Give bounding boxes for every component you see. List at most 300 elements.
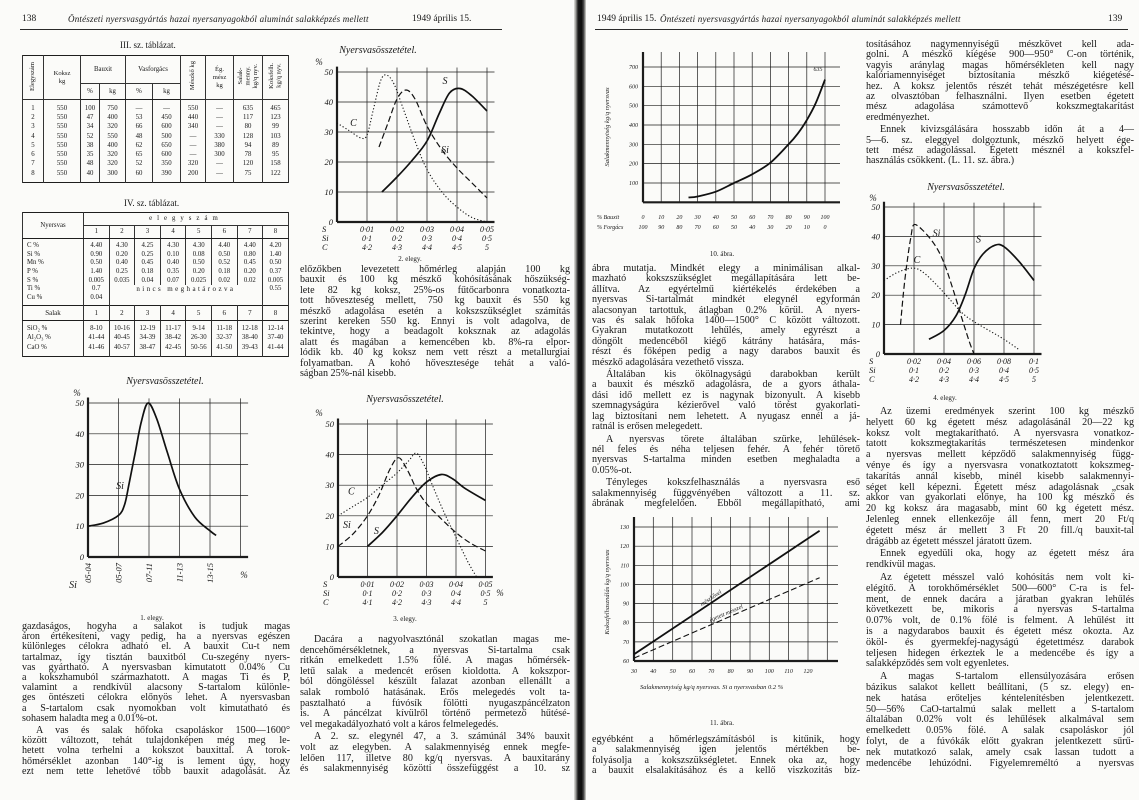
figure-6-chart — [604, 517, 838, 727]
header-elegyszam-label: Elegyszám — [29, 61, 37, 91]
x-tick-label: 90 — [747, 669, 753, 675]
text-line: séget kell képezni. Égetett mész adagolásnak „csak — [866, 481, 1134, 493]
text-line: a bauxit elsalakításához és a kellő viszkozitás biz- — [592, 765, 860, 777]
table-cell: — — [181, 150, 206, 159]
header-salak-label: Salak- menny. kg/q nyv. — [236, 63, 259, 89]
table-cell: 320 — [100, 150, 126, 159]
x-row-label: % Bauxit — [597, 215, 620, 221]
table-cell: 0.50 — [186, 259, 212, 268]
x-tick-label: 50 — [731, 225, 737, 231]
table-cell: 0.55 — [263, 285, 289, 294]
table-cell: 0.08 — [186, 251, 212, 260]
text-line: részt és főképen pedig a nagy darabos bauxit és — [592, 346, 860, 358]
table-cell: 99 — [263, 123, 289, 132]
x-tick-label: 10 — [803, 225, 810, 231]
running-title-left: Öntészeti nyersvasgyártás hazai nyersanyagokból aluminát salakképzés mellett — [68, 14, 369, 24]
x-tick-label: 90 — [803, 215, 810, 221]
table-cell: 550 — [44, 141, 81, 150]
text-line: 0.05%-ot. — [592, 464, 632, 476]
table-cell: 320 — [181, 160, 206, 169]
text-line: pasztalható a fúvósík fölötti nyugaszpáncélzaton — [300, 697, 570, 709]
text-line: lelően 117, illetve 80 kg/q nyersvas. A bauxitarány — [300, 752, 570, 764]
series-2-line — [382, 88, 487, 192]
text-line: ból döngöléssel készült falazat azonban ellenállt a — [300, 676, 570, 688]
table-cell: — — [126, 100, 153, 114]
y-tick-label: 60 — [623, 659, 629, 665]
table-cell: 75 — [234, 169, 263, 183]
text-line: 20 kg koksz ára magasabb, mint 60 kg égetett mész. — [866, 503, 1134, 515]
table-cell: 750 — [100, 100, 126, 114]
table-4-title: IV. sz. táblázat. — [124, 198, 180, 208]
y-tick-label: 10 — [75, 521, 84, 532]
x-tick-label: 4·4 — [422, 243, 432, 252]
text-line: ezt nem tette lehetővé több bauxit adagolását. Az — [22, 765, 290, 777]
x-tick-label: 4·1 — [362, 598, 373, 607]
text-line: medencébe lehúzódni. Figyelemreméltó a nyersvas — [866, 757, 1134, 769]
table-cell: 40 — [81, 169, 100, 183]
column-number: 8 — [263, 226, 289, 239]
x-tick-label: 0·1 — [362, 234, 372, 243]
x-tick-label: 4·2 — [392, 598, 402, 607]
text-line: tartalmaz, így tisztán bauxitból Cu-szegény nyers- — [22, 651, 290, 663]
text-line: kalóriamennyiséget biztosítania mészkő kiégetésé- — [866, 70, 1134, 82]
table-cell: 320 — [100, 160, 126, 169]
table-cell: 550 — [44, 169, 81, 183]
series-label: C — [913, 254, 921, 266]
table-cell: 0.20 — [186, 268, 212, 277]
series-1-line — [338, 458, 486, 551]
text-line: tosításához nagymennyiségű mészkövet kell ada- — [866, 39, 1134, 50]
column-number: 4 — [160, 306, 186, 321]
chart-title: Nyersvasösszetétel. — [927, 182, 1005, 193]
column-number: 3 — [135, 226, 161, 239]
table-cell: 41-50 — [211, 343, 237, 356]
table-cell: 6 — [23, 150, 44, 159]
text-line: drágább az égetett mésszel járatott üzem. — [866, 535, 1032, 547]
x-row-label: Si — [322, 233, 329, 243]
table-cell: 26-30 — [186, 334, 212, 344]
column-number: 4 — [160, 226, 186, 239]
table-cell: 38-42 — [160, 334, 186, 344]
table-cell: 52 — [81, 132, 100, 141]
table-cell: 300 — [206, 150, 234, 159]
table-cell: 11-17 — [160, 321, 186, 334]
table-cell: 53 — [126, 113, 153, 122]
text-line: Ennek egyedüli oka, hogy az égetett mész ára — [880, 548, 1134, 560]
text-line: előzőkben levezetett hőmérleg alapján 100 kg — [300, 264, 570, 275]
text-line: is a nagydarabos bauxit és égetett mész okozta. Az — [866, 625, 1134, 637]
x-tick-label: 0·2 — [939, 366, 949, 375]
table-cell: 38-40 — [237, 334, 263, 344]
text-line: az olvasztóban felhasználni. Ilyen esetben égetett — [866, 91, 1134, 103]
x-tick-label: 4·5 — [452, 243, 462, 252]
header-bauxit-kg: kg — [100, 84, 126, 100]
text-line: A nyersvas törete általában szürke, lehűlések- — [606, 433, 860, 445]
table-cell: 300 — [100, 169, 126, 183]
y-tick-label: 20 — [75, 490, 84, 501]
table-cell: 550 — [44, 160, 81, 169]
table-cell: 7 — [23, 160, 44, 169]
table-cell: 320 — [100, 123, 126, 132]
x-tick-label: 0·3 — [421, 589, 432, 598]
text-line: között változott, tehát tulajdonképen még meg le- — [22, 735, 290, 747]
x-tick-label: 30 — [631, 669, 637, 675]
text-line: akkor van gyakorlati előnye, ha 100 kg mészkő és — [866, 492, 1134, 504]
text-line: vel megakadályozható volt a káros felmelegedés. — [300, 718, 499, 730]
text-line: Általában kis ökölnagyságú darabokban került — [606, 369, 860, 381]
table-cell: 0.40 — [109, 259, 135, 268]
text-line: és salakmennyiség közötti összefüggést a 10. sz — [300, 763, 570, 775]
table-cell: 37-40 — [263, 334, 289, 344]
table-cell: 350 — [153, 160, 181, 169]
text-line: 5—6. sz. eleggyel dolgoztunk, mészkő helyett ége- — [866, 134, 1134, 146]
row-label: Ti % — [23, 285, 84, 294]
figure-caption: 11. ábra. — [709, 719, 735, 727]
table-cell: 0.90 — [84, 251, 110, 260]
table-cell: 10-16 — [109, 321, 135, 334]
text-line: lódik kb. 40 kg koksz nem vett részt a metallurgiai — [300, 347, 570, 359]
table-cell: 0.10 — [160, 251, 186, 260]
column-number: 6 — [211, 306, 237, 321]
x-tick-label: 40 — [650, 669, 657, 675]
row-label: Al₂O₃ % — [23, 334, 84, 344]
table-cell: 32-37 — [211, 334, 237, 344]
x-tick-label: 20 — [785, 225, 792, 231]
table-cell: 340 — [181, 123, 206, 132]
series-label: C — [347, 486, 355, 498]
text-line: Jelenleg ennek ellenkezője áll fenn, mert 20 Ft/q — [866, 513, 1134, 525]
x-axis-unit: % — [496, 588, 504, 598]
table-cell: — — [206, 113, 234, 122]
text-line: hetett volna terhelni a kokszot bauxittal. A torok- — [22, 745, 290, 757]
text-line: szemnagyságúra kézierővel való törést gyakorlati- — [592, 400, 860, 412]
y-tick-label: 50 — [325, 419, 334, 429]
column-number: 1 — [84, 306, 110, 321]
x-tick-label: 0·3 — [422, 234, 432, 243]
text-line: salakképződés sem volt egyenletes. — [866, 658, 1009, 670]
text-line: a kokszhamuból származhatott. A magas Ti és P, — [22, 672, 290, 684]
x-tick-label: 100 — [638, 225, 648, 231]
text-line: letű salak a medencét erősen kioldotta. A kokszpor- — [300, 665, 570, 677]
x-tick-label: 0·03 — [420, 225, 434, 234]
table-cell: 41-46 — [84, 343, 110, 356]
running-title-right: Öntészeti nyersvasgyártás hazai nyersanyagokból aluminát salakképzés mellett — [660, 14, 961, 24]
table-cell: 0.035 — [109, 276, 135, 285]
x-tick-label: 4·3 — [421, 598, 432, 607]
y-tick-label: 100 — [620, 582, 629, 589]
x-tick-label: 0·06 — [967, 357, 981, 366]
text-line: a S-tartalom csak nyomokban volt kimutatható és — [22, 702, 290, 714]
x-tick-label: 0·08 — [997, 357, 1011, 366]
text-line: nyersvas S-tartalma minden esetben meghaladta a — [592, 454, 860, 466]
y-tick-label: 40 — [75, 428, 84, 439]
x-axis-label: Salakmennyiség kg/q nyersvas. Si a nyersvasban 0.2 % — [640, 684, 784, 691]
y-tick-label: 110 — [620, 563, 629, 570]
text-line: ábra mutatja. Mindkét elegy a minimálisan alkal- — [592, 263, 860, 274]
x-tick-label: 4·2 — [909, 375, 919, 384]
table-cell: 4.40 — [237, 239, 263, 251]
text-line: Az égetett mésszel való kohósítás nem volt ki- — [880, 571, 1134, 583]
row-label: Mn % — [23, 259, 84, 268]
x-tick-label: 30 — [694, 215, 701, 221]
text-line: állítva. Az egyértelmű kiértékelés érdekében a — [592, 283, 860, 295]
header-vasforgacs: Vasforgács — [126, 56, 181, 84]
column-number: 3 — [135, 306, 161, 321]
table-cell: 38-47 — [135, 343, 161, 356]
table-cell: 40-57 — [109, 343, 135, 356]
column-number: 5 — [186, 226, 212, 239]
row-label: P % — [23, 268, 84, 277]
table-cell: 12-14 — [263, 321, 289, 334]
text-line: elégítő. A torokhőmérséklet 500—600° C-ra is fel- — [866, 582, 1134, 594]
issue-date-right: 1949 április 15. — [597, 14, 657, 24]
y-tick-label: 40 — [871, 231, 880, 242]
row-label: SiO₂ % — [23, 321, 84, 334]
table-cell: 39-43 — [237, 343, 263, 356]
text-line: ábrának megfelelően. Ebből megállapítható, ami — [592, 497, 860, 509]
table-cell: 4.30 — [186, 239, 212, 251]
text-line: helyett 60 kg égetett mész adagolásánál 20—22 kg — [866, 416, 1134, 428]
table-cell: 0.50 — [263, 259, 289, 268]
x-axis-unit: % — [240, 570, 248, 580]
series-label: Si — [932, 228, 941, 240]
x-tick-label: 0·1 — [362, 589, 373, 598]
text-line: következett be, mikoris a nyersvas S-tartalma — [866, 604, 1134, 616]
x-tick-label: 40 — [712, 215, 719, 221]
table-cell: 0.35 — [160, 268, 186, 277]
x-tick-label: 0·02 — [907, 357, 921, 366]
table-cell: 41-44 — [263, 343, 289, 356]
x-tick-label: 60 — [712, 225, 719, 231]
text-line: takarítás annál kisebb, minél kisebb salakmennyi- — [866, 470, 1134, 482]
y-tick-label: 0 — [79, 552, 84, 562]
table-cell: 550 — [44, 123, 81, 132]
table-cell: 35 — [81, 150, 100, 159]
text-line: egyébként a hőmérlegszámításból is kitűnik, hogy — [592, 734, 860, 745]
text-line: dencehőmérsékletnek, a nyersvas Si-tartalma csak — [300, 644, 570, 656]
series-2-line — [929, 244, 1034, 339]
text-line: vas gyártható. A nyersvasban kimutatott 0.04% Cu — [22, 661, 290, 673]
table-cell: 3 — [23, 123, 44, 132]
text-line: a salakmennyiség igen jelentős mértékben be- — [592, 744, 860, 756]
text-line: Az üzemi eredmények szerint 100 kg mészkő — [880, 406, 1134, 417]
text-line: Ennek kivizsgálására hosszabb időn át a 4— — [880, 124, 1134, 136]
x-tick-label: 5 — [485, 243, 489, 252]
x-row-label: S — [869, 356, 874, 366]
x-tick-label: 0·4 — [452, 234, 462, 243]
y-tick-label: 50 — [871, 202, 880, 212]
figure-1-chart — [69, 376, 248, 622]
issue-date-left: 1949 április 15. — [412, 14, 472, 24]
x-tick-label: 40 — [749, 225, 756, 231]
table-cell: 50-56 — [186, 343, 212, 356]
table-cell: 12-18 — [237, 321, 263, 334]
x-tick-label: 0·2 — [392, 589, 402, 598]
table-cell: 0.7 — [84, 285, 110, 294]
table-cell: 48 — [126, 132, 153, 141]
text-line: használás csökkent. (L. 11. sz. ábra.) — [866, 155, 1015, 167]
table-cell: 65 — [126, 150, 153, 159]
table-cell: 550 — [181, 100, 206, 114]
chart-title: Nyersvasösszetétel. — [126, 376, 204, 387]
series-label: Si — [441, 145, 449, 156]
table-cell: 330 — [206, 132, 234, 141]
table-cell: — — [181, 141, 206, 150]
y-tick-label: 200 — [629, 161, 638, 168]
x-row-label: C — [323, 597, 329, 607]
table-cell: — — [153, 100, 181, 114]
series-1-line — [634, 578, 820, 658]
y-tick-label: 30 — [325, 480, 334, 491]
table-cell: 158 — [263, 160, 289, 169]
row-label: Cu % — [23, 294, 84, 306]
text-line: bázikus salakot kellett beállítani, (5 sz. elegy) en- — [866, 681, 1134, 693]
text-line: A 2. sz. elegynél 47, a 3. számúnál 34% bauxit — [314, 731, 570, 743]
x-tick-label: 4·3 — [939, 375, 949, 384]
table-cell: 4.30 — [109, 239, 135, 251]
text-line: égetett mész ár mellett 3 Ft 20 fill./q bauxit-tal — [866, 524, 1134, 536]
x-tick-label: 60 — [689, 669, 695, 675]
text-line: ritkán emelkedett 1.5% fölé. A magas hőmérsék- — [300, 655, 570, 667]
series-1-line — [379, 90, 487, 198]
x-tick-label: 0·01 — [360, 580, 375, 589]
text-line: tekintve, hogy a beadagolt koksznak az adagolás — [300, 326, 570, 338]
x-row-label: S — [322, 224, 327, 234]
table-cell: 60 — [126, 169, 153, 183]
table-cell: 95 — [263, 150, 289, 159]
text-line: A magas S-tartalom ellensúlyozására erősen — [880, 671, 1134, 683]
figure-caption: 1. elegy. — [140, 614, 164, 622]
figure-5-chart — [869, 182, 1042, 402]
y-tick-label: 10 — [325, 541, 334, 552]
x-tick-label: 0·1 — [909, 366, 919, 375]
x-row-label: Si — [323, 588, 330, 598]
table-cell: 0.52 — [211, 259, 237, 268]
table-cell: 440 — [181, 113, 206, 122]
x-tick-label: 0·05 — [478, 580, 493, 589]
table-cell: 4.25 — [135, 239, 161, 251]
x-row-label: C — [869, 374, 875, 384]
figure-caption: 10. ábra. — [709, 250, 735, 258]
series-label: S — [976, 234, 981, 246]
table-cell: 47 — [81, 113, 100, 122]
x-tick-label: 0·5 — [480, 589, 491, 598]
table-cell: 0.40 — [160, 259, 186, 268]
header-nyersvas: Nyersvas — [23, 213, 84, 239]
table-cell: 34 — [81, 123, 100, 132]
text-line: ököl- és gyermekfej-nagyságú égetettmész darabok — [866, 636, 1134, 648]
x-row-label: Si — [869, 365, 876, 375]
header-vasforgacs-pct: % — [126, 84, 153, 100]
table-cell: — — [206, 100, 234, 114]
table-cell: 0.02 — [237, 276, 263, 285]
table-cell: — — [206, 169, 234, 183]
y-tick-label: 120 — [620, 544, 629, 551]
text-line: lete 82 kg koksz, 25%-os fűtőcarbonra vonatkozta- — [300, 284, 570, 296]
table-cell: 128 — [234, 132, 263, 141]
x-row-label: S — [323, 579, 328, 589]
x-tick-label: 4·4 — [451, 598, 461, 607]
table-cell: 117 — [234, 113, 263, 122]
text-line: alacsonyan tartottuk, átlagban 0.2% körül. A nyers- — [592, 304, 860, 316]
x-row-label: % Forgács — [597, 225, 624, 231]
table-cell: 8-10 — [84, 321, 110, 334]
series-0-line — [88, 403, 216, 535]
table-cell: 78 — [234, 150, 263, 159]
x-tick-label: 0·05 — [480, 225, 494, 234]
y-tick-label: 90 — [623, 601, 629, 608]
table-cell: — — [181, 132, 206, 141]
header-koksz-label: Koksz kg — [53, 69, 71, 85]
column-number: 6 — [211, 226, 237, 239]
y-tick-label: 30 — [871, 260, 880, 271]
figure-4-chart — [597, 52, 840, 258]
table-cell: 650 — [153, 141, 181, 150]
x-tick-label: 0·03 — [419, 580, 434, 589]
table-cell: 52 — [126, 160, 153, 169]
y-tick-label: 30 — [324, 127, 333, 137]
x-tick-label: 80 — [727, 669, 734, 675]
page-number-right: 139 — [1108, 14, 1123, 24]
x-tick-label: 0·5 — [1029, 366, 1039, 375]
x-tick-label: 05-07 — [113, 563, 124, 583]
column-number: 1 — [84, 226, 110, 239]
text-line: tott hőveszteség mellett, 750 kg bauxit és 550 kg — [300, 295, 570, 307]
table-cell: 380 — [206, 141, 234, 150]
x-tick-label: 5 — [483, 598, 488, 607]
table-cell: 550 — [44, 113, 81, 122]
x-tick-label: 11-13 — [174, 563, 185, 583]
text-line: hőmérséklet azonban 140°-ig is lement úgy, hogy — [22, 755, 290, 767]
x-tick-label: 70 — [708, 669, 715, 675]
text-line: hez. A koksz jelentős részét tehát mészégetésre kell — [866, 80, 1134, 92]
series-0-line — [689, 80, 826, 198]
header-bauxit: Bauxit — [81, 56, 126, 84]
not-determined-note: nincs meghatározva — [109, 285, 263, 306]
x-tick-label: 0·02 — [390, 225, 404, 234]
text-line: salakmennyiség függvényében változott a 11. sz. — [592, 487, 860, 499]
table-cell: 600 — [153, 150, 181, 159]
table-cell: 38 — [81, 141, 100, 150]
table-cell: 80 — [234, 123, 263, 132]
text-line: emelkedett 0.05% fölé. A salak csapoláskor jól — [866, 725, 1134, 737]
y-tick-label: 0 — [328, 217, 333, 227]
x-tick-label: 0 — [823, 225, 827, 231]
table-cell: 200 — [181, 169, 206, 183]
table-cell: 2 — [23, 113, 44, 122]
table-cell: — — [206, 160, 234, 169]
text-line: alatt és magában a kemencében kb. 8%-ra elpor- — [300, 336, 570, 348]
table-cell: 550 — [100, 132, 126, 141]
text-line: mészkő adagolására vezethető vissza. — [592, 356, 744, 368]
table-cell: 89 — [263, 141, 289, 150]
y-tick-label: 10 — [324, 187, 333, 197]
y-axis-label: Salakmennyiség kg/q nyersvas — [604, 87, 611, 167]
y-tick-label: 600 — [629, 84, 638, 91]
table-cell: 1.40 — [263, 251, 289, 260]
x-tick-label: 30 — [767, 225, 774, 231]
text-line: tatott kokszmegtakarítás természetesen mindenkor — [866, 438, 1134, 450]
x-tick-label: 4·5 — [999, 375, 1009, 384]
table-cell: 0.20 — [237, 268, 263, 277]
table-cell: 400 — [100, 113, 126, 122]
table-cell: 122 — [263, 169, 289, 183]
text-line: Tényleges kokszfelhasználás a nyersvasra eső — [606, 477, 860, 489]
y-axis-unit: % — [73, 388, 81, 398]
column-number: 7 — [237, 226, 263, 239]
x-tick-label: 5 — [1032, 375, 1036, 384]
x-tick-label: 0·1 — [1029, 357, 1039, 366]
